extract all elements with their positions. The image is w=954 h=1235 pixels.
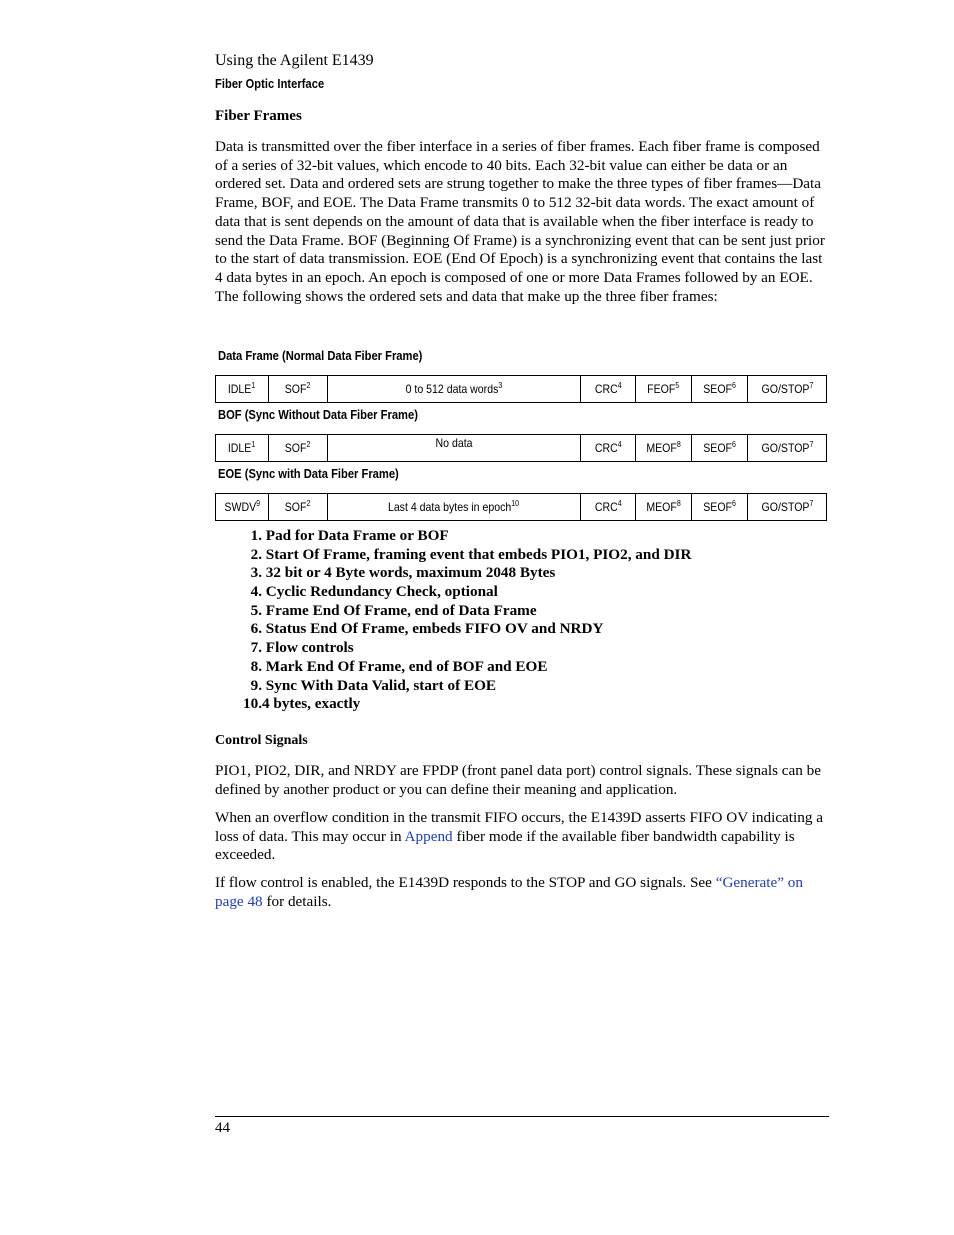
control-signals-heading: Control Signals (215, 733, 308, 748)
table-cell: SEOF$^6$ (692, 494, 748, 521)
fiber-frames-heading: Fiber Frames (215, 108, 302, 124)
footnote-list (215, 527, 691, 714)
list-item: 3. 32 bit or 4 Byte words, maximum 2048 Bytes (250, 564, 556, 582)
fiber-frames-paragraph: Data is transmitted over the fiber interface in a series of fiber frames. Each fiber frame is composed of a series of 32-bit values, which encode to 40 bits. Each 32-bit value can either be data or an ordered set. Data and ordered sets are strung together to make the three types of fiber frames—Data Frame, BOF, and EOE. The Data Frame transmits 0 to 512 32-bit data words. The exact amount of data that is sent depends on the amount of data that is available when the fiber interface is ready to send the Data Frame. BOF (Beginning Of Frame) is a synchronizing event that can be sent just prior to the start of data transmission. EOE (End Of Epoch) is a synchronizing event that contains the last 4 data bytes in an epoch. An epoch is composed of one or more Data Frames followed by an EOE. The following shows the ordered sets and data that make up the three fiber frames: (215, 138, 825, 305)
data-frame-table (215, 375, 827, 403)
generate-page-48-link[interactable]: “Generate” on page 48 (215, 874, 803, 910)
table-cell: FEOF$^5$ (636, 376, 692, 403)
eoe-table (215, 493, 827, 521)
list-item: 9. Sync With Data Valid, start of EOE (250, 676, 497, 694)
table-cell: MEOF$^8$ (636, 494, 692, 521)
control-signals-paragraph-3: If flow control is enabled, the E1439D responds to the STOP and GO signals. See “Generate” on page 48 for details. (215, 874, 803, 910)
table-cell: SEOF$^6$ (692, 376, 748, 403)
table-cell: CRC$^4$ (581, 376, 636, 403)
table-cell: GO/STOP$^7$ (748, 435, 827, 462)
bof-table (215, 434, 827, 462)
append-link[interactable]: Append (404, 827, 453, 845)
list-item: 4. Cyclic Redundancy Check, optional (250, 583, 498, 601)
control-signals-paragraph-2: When an overflow condition in the transmit FIFO occurs, the E1439D asserts FIFO OV indicating a loss of data. This may occur in Append fiber mode if the available fiber bandwidth capability is exceeded. (215, 809, 823, 864)
list-item: 7. Flow controls (250, 639, 354, 657)
table-cell: SWDV$^9$ (216, 494, 269, 521)
table-cell: SOF$^2$ (269, 376, 328, 403)
table-cell: SOF$^2$ (269, 494, 328, 521)
table-cell: CRC$^4$ (581, 435, 636, 462)
table-cell: No data (328, 435, 581, 462)
table-cell: 0 to 512 data words$^3$ (328, 376, 581, 403)
table-cell: MEOF$^8$ (636, 435, 692, 462)
table-row (216, 376, 827, 403)
list-item: 5. Frame End Of Frame, end of Data Frame (250, 601, 537, 619)
table-cell: SOF$^2$ (269, 435, 328, 462)
list-item: 1. Pad for Data Frame or BOF (250, 527, 449, 544)
table-cell: SEOF$^6$ (692, 435, 748, 462)
page-number: 44 (215, 1120, 230, 1136)
bof-caption: BOF (Sync Without Data Fiber Frame) (218, 407, 418, 422)
running-header-subtitle: Fiber Optic Interface (215, 76, 325, 91)
table-cell: IDLE$^1$ (216, 376, 269, 403)
data-frame-caption: Data Frame (Normal Data Fiber Frame) (218, 348, 423, 363)
list-item: 2. Start Of Frame, framing event that embeds PIO1, PIO2, and DIR (250, 545, 692, 563)
table-row (216, 435, 827, 462)
table-cell: Last 4 data bytes in epoch$^{10}$ (328, 494, 581, 521)
eoe-caption: EOE (Sync with Data Fiber Frame) (218, 466, 399, 481)
list-item: 6. Status End Of Frame, embeds FIFO OV and NRDY (250, 620, 604, 638)
list-item: 8. Mark End Of Frame, end of BOF and EOE (250, 657, 548, 675)
control-signals-paragraph-1: PIO1, PIO2, DIR, and NRDY are FPDP (front panel data port) control signals. These signals can be defined by another product or you can define their meaning and application. (215, 762, 821, 798)
table-cell: GO/STOP$^7$ (748, 376, 827, 403)
table-cell: CRC$^4$ (581, 494, 636, 521)
running-header-title: Using the Agilent E1439 (215, 52, 374, 69)
table-row (216, 494, 827, 521)
table-cell: IDLE$^1$ (216, 435, 269, 462)
table-cell: GO/STOP$^7$ (748, 494, 827, 521)
list-item: 10.4 bytes, exactly (243, 695, 361, 713)
footer-divider (215, 1116, 829, 1117)
